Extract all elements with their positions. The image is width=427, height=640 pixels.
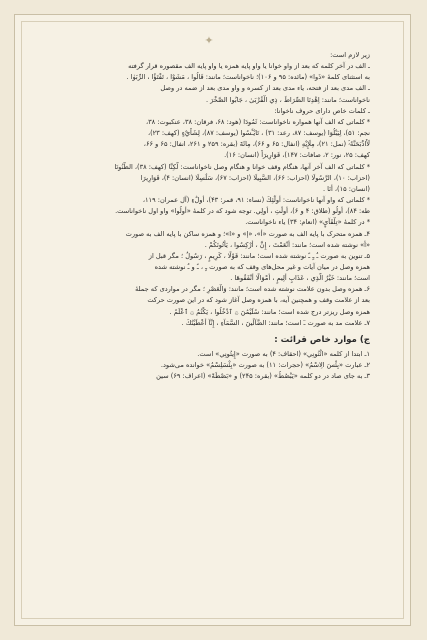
page-content (34, 50, 370, 610)
text-line: زیر لازم است: (330, 51, 370, 59)
text-line: بعد از علامت وقف و همچنین آیه، با همزه وصل آغاز شود که در این صورت حرکت (147, 296, 370, 305)
text-line: همزه وصل در میان آیات و غیر محل‌های وقف که به صورت ـٍ ، ـً و ـٌ نوشته شده (154, 262, 370, 271)
text-line: * کلماتی که الف آنها همواره ناخواناست: ثَمُودَا (هود: ۶۸، فرقان: ۳۸، عنکبوت: ۳۸، (145, 117, 370, 126)
text-line: کهف: ۲۵، نور: ۲، صافات: ۱۴۷)، قَوَارِيرَاْ (انسان: ۱۶). (224, 151, 370, 160)
text-line: ـ کلمات خاص دارای حروف ناخوانا: (274, 106, 370, 115)
section-heading: ج) موارد خاص قرائت : (274, 334, 370, 345)
text-line: ناخواناست؛ مانند: اِهْدِنَا الصِّرَاطَ ، ذِي الْقُرْبَىٰ ، جَابُوا الصَّخْرَ . (205, 95, 370, 104)
text-line: «أ» نوشته شده است؛ مانند: أَنْعَمْتَ ، إِنَّ ، أَرْكِسُوا ، يَأْتُونَكُمْ . (204, 240, 370, 249)
text-line: طه: ۸۴)، أُولُو (طلاق: ۴ و ۶)، أُولَٰتِ ، أُولِي. توجه شود که در کلمهٔ «أُولُوا» واو اول ناخواناست. (115, 207, 370, 216)
text-line: ۵ـ تنوین به صورت ـٌ ـٍ ـً نوشته شده است؛ مانند: قَوْلًا ، كَرِيمٍ ، رَسُولٌ ؛ مگر قبل از (148, 251, 370, 260)
star-ornament-icon: ✦ (204, 34, 214, 47)
text-line: ۲ـ عبارت «بِئْسَ الِاسْمُ» (حجرات: ۱۱) به صورت «بِئْسَلِسْمُ» خوانده می‌شود. (160, 361, 370, 370)
text-line: ۶ـ همزه وصل بدون علامت نوشته شده است؛ مانند: وَالْعَصْرِ ؛ مگر در مواردی که جملهٔ (135, 285, 370, 294)
text-line: (احزاب: ۱۰)، الرَّسُولَا (احزاب: ۶۶)، السَّبِيلَا (احزاب: ۶۷)، سَلَٰسِلَا (انسان: ۴)، قَوَارِيرَا (140, 173, 370, 182)
text-line: ـ الف در آخر کلمه که بعد از واو خوانا یا واو پایه همزه یا واو پایه الف مقصوره قرار گرفته (128, 62, 370, 71)
text-line: * در کلمهٔ «تِلْقَآيِٕ» (انعام: ۳۴) یاء ناخواناست. (245, 218, 370, 227)
text-line: همزه وصل ریزتر درج شده است؛ مانند: سُلَيْمَٰنَ ۞ ٱدْخُلُوا ، يَكْتُمُ ۞ ٱعْلَمُ . (169, 307, 370, 316)
text-line: * کلماتی که واو آنها ناخواناست: أُولَٰٓئِكَ (نساء: ۹۱، قمر: ۴۳)، أُولَٰٓءِ (آل عمران: ۱۱۹، (142, 196, 370, 205)
text-line: * کلماتی که الف آخر آنها، هنگام وقف خوانا و هنگام وصل ناخواناست: لَّكِنَّا (کهف: ۳۸)، الظُّنُونَا (114, 162, 370, 171)
text-line: ۴ـ همزه متحرک با پایه الف به صورت «أ»، «إ» و «ا»؛ و همزه ساکن با پایه الف به صورت (125, 229, 370, 238)
text-line: ۳ـ به جای صاد در دو کلمه «يَبْصُطُ» (بقره: ۲۴۵) و «بَصْطَةً» (اعراف: ۶۹) سین (156, 372, 370, 381)
text-line: (انسان: ۱۵)، أَنَا . (322, 184, 370, 193)
text-line: نجم: ۵۱)، لِيَبْلُوَا (یوسف: ۸۷، رعد: ۳۱) ، تَايْـَٔسُوا (یوسف: ۸۷)، لِشَاْيْءٍ (کهف: ۲۳)، (147, 129, 370, 138)
text-line: است؛ مانند: خَيْرٌ الَّذِي ، عَذَابٍ أَلِيمٍ ، أَمْوَالًا أَنْفَقُوهَا . (230, 274, 370, 283)
text-line: لَأَاذْبَحَنَّهُۥٓ (نمل: ۲۱)، مِلَإِيْهِ (انفال: ۶۵ و ۶۶)، مِائَةَ (بقره: ۲۵۹ و ۲۶۱، انفال: ۶۵ و ۶۶، (143, 140, 370, 149)
text-line: ـ الف مدی بعد از فتحه، یاء مدی بعد از کسره و واو مدی بعد از ضمه در وصل (160, 84, 370, 93)
text-line: ۱ـ ابتدا از کلمه «ائْتُونِي» (احقاف: ۴) به صورت «إِيتُونِي» است. (197, 349, 370, 358)
text-line: به استثنای کلمهٔ «ذَوا» (مائده: ۹۵ و ۱۰۶)؛ ناخواناست؛ مانند: قَالُوا ، مَشَوْا ، تَفْتَؤُا ، الرِّبَوٰا . (126, 73, 370, 82)
text-line: ۷ـ علامت مد به صورت ـٓ است؛ مانند: الضَّآلِّينَ ، السَّمَآءِ ، إِنَّآ أَعْطَيْنَٰكَ . (181, 318, 370, 327)
